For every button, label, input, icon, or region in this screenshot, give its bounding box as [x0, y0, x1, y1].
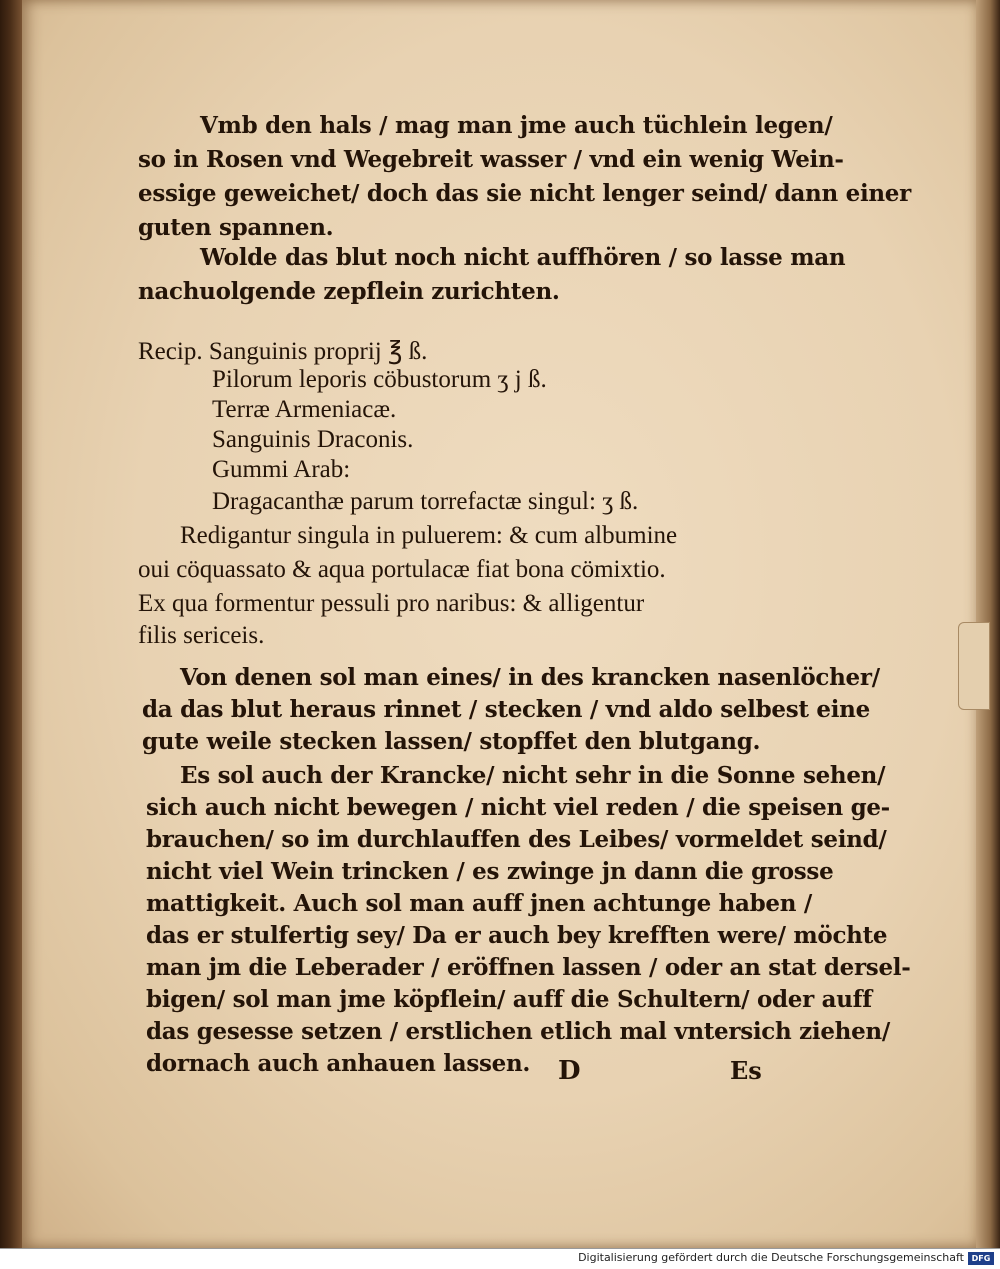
text-line: nicht viel Wein trincken / es zwinge jn dann die grosse — [146, 858, 834, 885]
text-line: essige geweichet/ doch das sie nicht lenger seind/ dann einer — [138, 180, 911, 207]
text-line: Wolde das blut noch nicht auffhören / so lasse man — [200, 244, 846, 271]
text-line: dornach auch anhauen lassen. — [146, 1050, 531, 1077]
text-line: brauchen/ so im durchlauffen des Leibes/ vormeldet seind/ — [146, 826, 887, 853]
text-line: Es sol auch der Krancke/ nicht sehr in die Sonne sehen/ — [180, 762, 886, 789]
text-line: das er stulfertig sey/ Da er auch bey krefften were/ möchte — [146, 922, 888, 949]
text-line: so in Rosen vnd Wegebreit wasser / vnd ein wenig Wein- — [138, 146, 844, 173]
catchword: Es — [730, 1056, 762, 1085]
recipe-line: Dragacanthæ parum torrefactæ singul: ʒ ß. — [212, 488, 639, 515]
text-line: man jm die Leberader / eröffnen lassen / oder an stat dersel- — [146, 954, 911, 981]
recipe-line: Sanguinis Draconis. — [212, 426, 414, 453]
text-line: Vmb den hals / mag man jme auch tüchlein legen/ — [200, 112, 833, 139]
latin-line: filis sericeis. — [138, 622, 265, 649]
text-line: das gesesse setzen / erstlichen etlich mal vntersich ziehen/ — [146, 1018, 890, 1045]
latin-line: Ex qua formentur pessuli pro naribus: & alligentur — [138, 590, 645, 617]
page-tab — [958, 622, 990, 710]
latin-line: oui cöquassato & aqua portulacæ fiat bona cömixtio. — [138, 556, 666, 583]
signature-mark: D — [558, 1056, 581, 1086]
footer-credit: Digitalisierung gefördert durch die Deutsche Forschungsgemeinschaft — [578, 1251, 964, 1264]
text-line: Von denen sol man eines/ in des krancken nasenlöcher/ — [180, 664, 880, 691]
text-line: da das blut heraus rinnet / stecken / vnd aldo selbest eine — [142, 696, 870, 723]
dfg-logo-icon: DFG — [968, 1252, 994, 1265]
text-line: bigen/ sol man jme köpflein/ auff die Schultern/ oder auff — [146, 986, 872, 1013]
recipe-line: Pilorum leporis cöbustorum ʒ j ß. — [212, 366, 547, 393]
text-line: mattigkeit. Auch sol man auff jnen achtunge haben / — [146, 890, 812, 917]
text-line: guten spannen. — [138, 214, 334, 241]
text-line: sich auch nicht bewegen / nicht viel reden / die speisen ge- — [146, 794, 890, 821]
text-line: gute weile stecken lassen/ stopffet den blutgang. — [142, 728, 761, 755]
recipe-line: Terræ Armeniacæ. — [212, 396, 397, 423]
recipe-line: Recip. Sanguinis proprij ℥ ß. — [138, 338, 428, 365]
latin-line: Redigantur singula in puluerem: & cum albumine — [180, 522, 678, 549]
recipe-line: Gummi Arab: — [212, 456, 351, 483]
text-line: nachuolgende zepflein zurichten. — [138, 278, 560, 305]
footer-bar — [0, 1248, 1000, 1269]
